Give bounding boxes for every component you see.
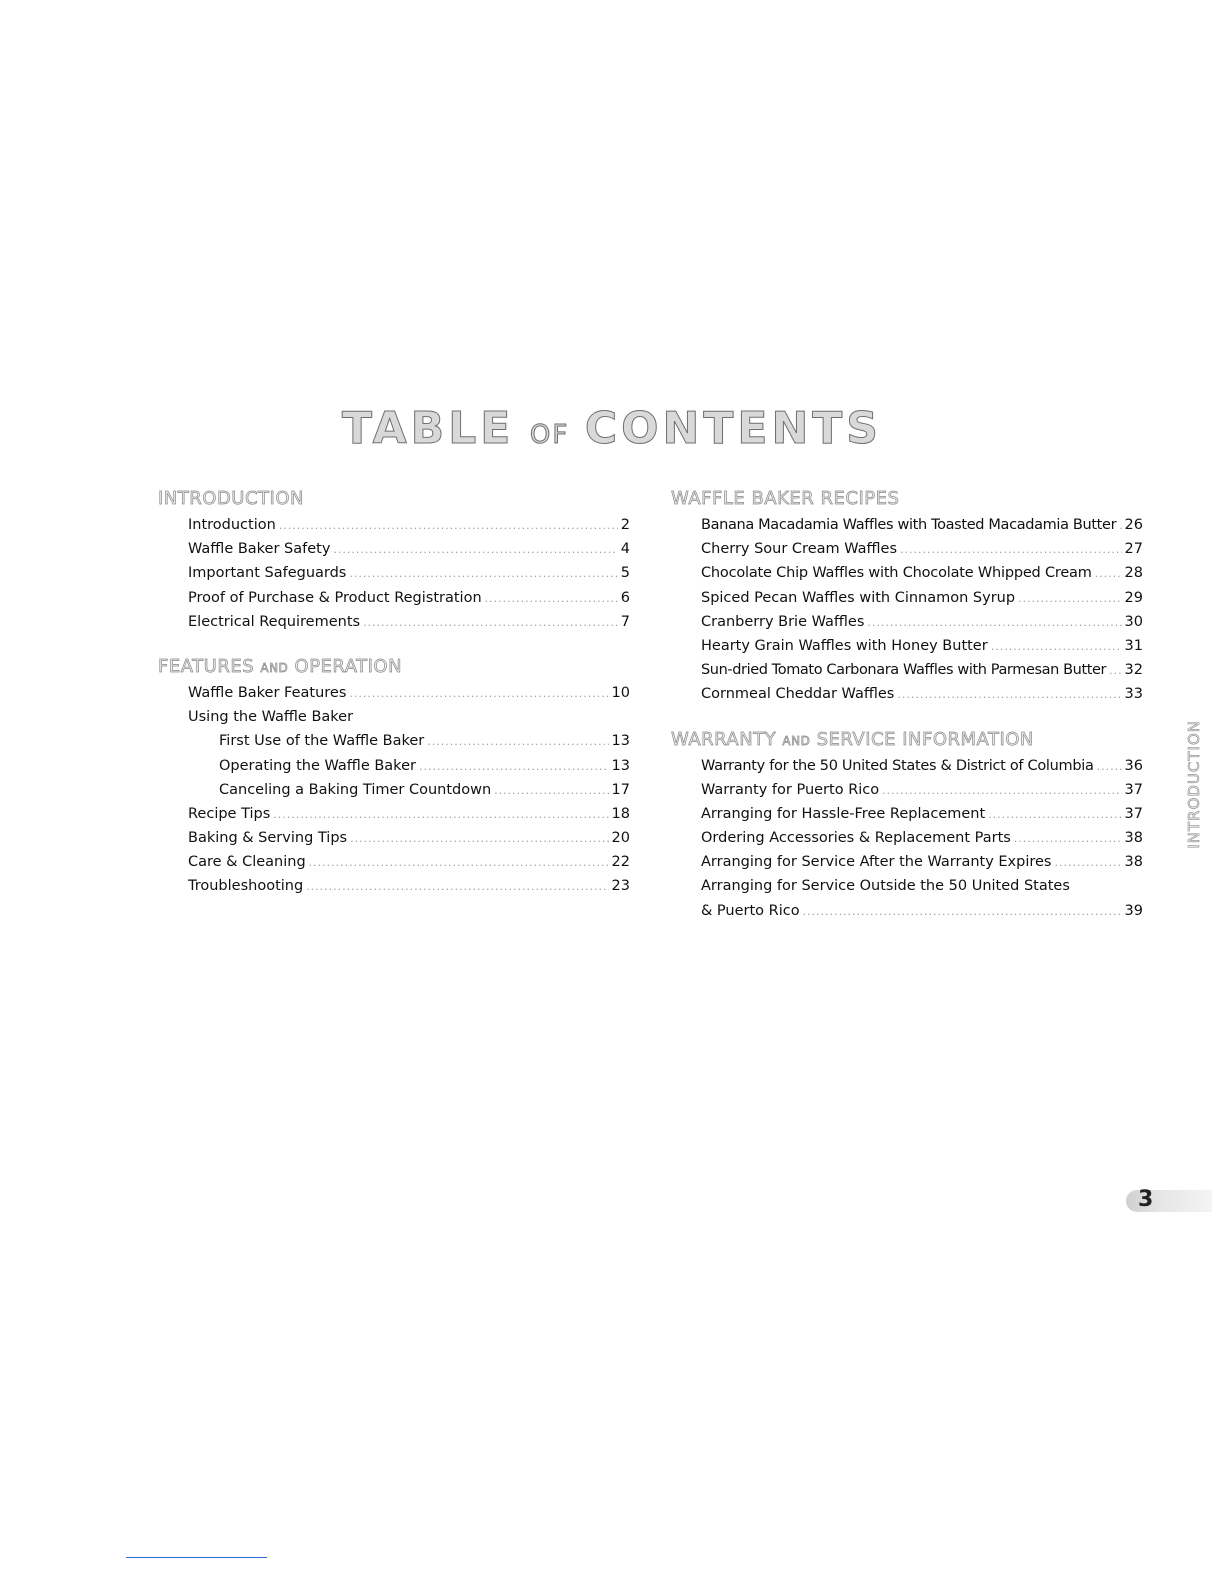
dot-leader (803, 900, 1122, 924)
toc-entry[interactable] (158, 513, 630, 537)
toc-entry-page: 13 (611, 733, 630, 750)
footer-rule (126, 1557, 267, 1558)
toc-entry-page: 33 (1124, 686, 1143, 703)
toc-entry-label: Important Safeguards (188, 565, 347, 582)
toc-entry-label: Troubleshooting (188, 878, 304, 895)
title-part-2: CONTENTS (584, 403, 882, 454)
toc-entry[interactable] (158, 850, 630, 874)
toc-entry-page: 17 (611, 781, 630, 798)
toc-entry-page: 2 (620, 517, 630, 533)
dot-leader (273, 803, 608, 827)
dot-leader (349, 682, 608, 706)
toc-entry-label: Operating the Waffle Baker (219, 757, 416, 774)
dot-leader (1109, 659, 1121, 683)
dot-leader (867, 611, 1121, 635)
toc-entry-label: Cranberry Brie Waffles (701, 613, 865, 630)
dot-leader (427, 730, 608, 754)
toc-entry[interactable] (671, 778, 1143, 802)
page-number: 3 (1138, 1187, 1154, 1212)
toc-entry-label: Using the Waffle Baker (188, 709, 354, 726)
toc-entry-label: Arranging for Hassle-Free Replacement (701, 805, 986, 822)
toc-entry-label: Electrical Requirements (188, 613, 361, 630)
dot-leader (1055, 851, 1122, 875)
dot-leader (333, 538, 617, 562)
toc-entry-page: 36 (1124, 757, 1143, 774)
toc-entry-label: Cornmeal Cheddar Waffles (701, 686, 895, 703)
dot-leader (485, 587, 618, 611)
toc-entry[interactable] (158, 610, 630, 634)
dot-leader (494, 779, 608, 803)
dot-leader (1014, 827, 1122, 851)
toc-entry-label: Arranging for Service Outside the 50 United States (701, 878, 1070, 895)
dot-leader (350, 827, 608, 851)
toc-entry[interactable] (671, 754, 1143, 778)
toc-entry[interactable] (158, 705, 630, 729)
toc-entry-label: Warranty for Puerto Rico (701, 781, 880, 798)
page-title (0, 403, 1224, 454)
toc-entry-page: 26 (1124, 517, 1143, 533)
toc-entry-label: Recipe Tips (188, 805, 271, 822)
toc-entry-page: 37 (1124, 781, 1143, 798)
toc-entry[interactable] (671, 802, 1143, 826)
toc-entry-label: Waffle Baker Safety (188, 541, 331, 558)
toc-entry-page: 30 (1124, 613, 1143, 630)
heading-connector: AND (782, 733, 811, 748)
toc-entry[interactable] (671, 610, 1143, 634)
toc-entry-page: 27 (1124, 541, 1143, 558)
toc-subentry[interactable] (158, 778, 630, 802)
section-heading-warranty-service (671, 727, 1143, 753)
toc-entry[interactable] (671, 586, 1143, 610)
toc-entry-page: 20 (611, 830, 630, 847)
toc-entry[interactable] (158, 537, 630, 561)
toc-entry-page: 29 (1124, 589, 1143, 606)
heading-connector: AND (260, 660, 289, 675)
toc-entry-page: 4 (620, 541, 630, 558)
section-heading-features-operation (158, 654, 630, 680)
toc-entry-page: 7 (620, 613, 630, 630)
toc-entry-label: Proof of Purchase & Product Registration (188, 589, 482, 606)
title-connector: OF (529, 420, 570, 450)
heading-part: WARRANTY (671, 728, 777, 750)
toc-entry-page: 22 (611, 854, 630, 871)
toc-entry-label: Care & Cleaning (188, 854, 306, 871)
toc-left-column (158, 486, 630, 899)
toc-subentry[interactable] (158, 754, 630, 778)
dot-leader (419, 755, 609, 779)
dot-leader (1018, 587, 1121, 611)
toc-entry-label: Cherry Sour Cream Waffles (701, 541, 898, 558)
toc-entry-page: 39 (1124, 902, 1143, 919)
toc-entry[interactable] (671, 682, 1143, 706)
toc-entry-label: Spiced Pecan Waffles with Cinnamon Syrup (701, 589, 1016, 606)
toc-entry-page: 10 (611, 684, 630, 701)
dot-leader (882, 779, 1121, 803)
dot-leader (279, 514, 618, 538)
toc-entry[interactable] (158, 874, 630, 898)
toc-entry-page: 38 (1124, 854, 1143, 871)
dot-leader (900, 538, 1122, 562)
toc-entry-page: 37 (1124, 805, 1143, 822)
toc-subentry[interactable] (158, 729, 630, 753)
toc-entry[interactable] (671, 850, 1143, 874)
toc-entry[interactable] (158, 802, 630, 826)
section-heading-waffle-recipes: WAFFLE BAKER RECIPES (671, 488, 900, 509)
dot-leader (991, 635, 1122, 659)
title-part-1: TABLE (342, 403, 515, 454)
dot-leader (309, 851, 609, 875)
toc-entry-page: 31 (1124, 637, 1143, 654)
toc-entry-page: 32 (1124, 662, 1143, 679)
dot-leader (363, 611, 618, 635)
heading-part: FEATURES (158, 655, 255, 677)
toc-entry-label: & Puerto Rico (701, 902, 800, 919)
toc-entry[interactable] (671, 561, 1143, 585)
toc-entry[interactable] (671, 658, 1143, 682)
heading-part: SERVICE INFORMATION (816, 728, 1034, 750)
dot-leader (1095, 562, 1122, 586)
toc-entry-page: 5 (620, 565, 630, 582)
toc-entry-label: Introduction (188, 517, 276, 533)
dot-leader (306, 875, 608, 899)
toc-entry[interactable] (671, 874, 1143, 898)
toc-entry-label: Ordering Accessories & Replacement Parts (701, 830, 1011, 847)
toc-entry[interactable] (158, 561, 630, 585)
toc-entry-label: Baking & Serving Tips (188, 830, 348, 847)
page-number-badge (1126, 1187, 1212, 1212)
dot-leader (988, 803, 1121, 827)
toc-entry-label: Waffle Baker Features (188, 684, 347, 701)
dot-leader (897, 683, 1121, 707)
dot-leader (1097, 755, 1122, 779)
toc-entry[interactable] (158, 586, 630, 610)
toc-entry-label: Canceling a Baking Timer Countdown (219, 781, 492, 798)
toc-entry-label: Warranty for the 50 United States & District of Columbia (701, 757, 1094, 774)
toc-entry-label: Chocolate Chip Waffles with Chocolate Whipped Cream (701, 565, 1092, 582)
toc-entry-page: 28 (1124, 565, 1143, 582)
toc-entry[interactable] (671, 513, 1143, 537)
toc-entry[interactable] (671, 634, 1143, 658)
dot-leader (1119, 514, 1121, 538)
toc-entry-page: 13 (611, 757, 630, 774)
toc-entry-label: Hearty Grain Waffles with Honey Butter (701, 637, 988, 654)
toc-entry-label: Arranging for Service After the Warranty Expires (701, 854, 1052, 871)
section-heading-introduction: INTRODUCTION (158, 488, 304, 509)
toc-entry-page: 38 (1124, 830, 1143, 847)
dot-leader (349, 562, 617, 586)
toc-entry[interactable] (158, 826, 630, 850)
toc-entry-label: Sun-dried Tomato Carbonara Waffles with Parmesan Butter (701, 662, 1107, 679)
toc-right-column (671, 486, 1143, 923)
toc-entry[interactable] (671, 899, 1143, 923)
heading-part: OPERATION (294, 655, 403, 677)
toc-entry-page: 23 (611, 878, 630, 895)
toc-entry-page: 6 (620, 589, 630, 606)
toc-entry-page: 18 (611, 805, 630, 822)
toc-entry[interactable] (671, 537, 1143, 561)
toc-entry[interactable] (158, 681, 630, 705)
toc-entry-label: Banana Macadamia Waffles with Toasted Macadamia Butter (701, 517, 1117, 533)
toc-entry-label: First Use of the Waffle Baker (219, 733, 425, 750)
toc-entry[interactable] (671, 826, 1143, 850)
side-section-tab: INTRODUCTION (1185, 720, 1203, 849)
